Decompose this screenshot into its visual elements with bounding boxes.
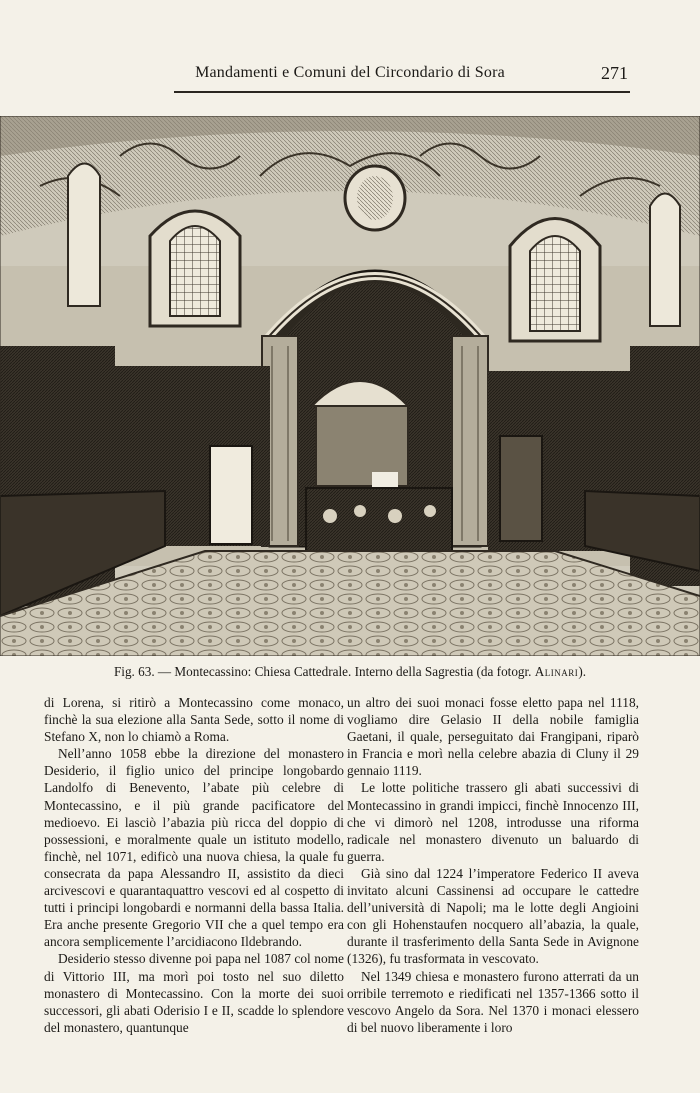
paragraph: di Lorena, si ritirò a Montecassino come monaco, finchè la sua elezione alla Santa Sede, sotto il nome di Stefano X, non lo chiamò a Roma. (44, 695, 344, 745)
figure-caption (0, 664, 700, 680)
caption-text: Fig. 63. — Montecassino: Chiesa Cattedrale. Interno della Sagrestia (da fotogr. (113, 664, 535, 679)
paragraph: un altro dei suoi monaci fosse eletto papa nel 1118, vogliamo dire Gelasio II della nobile famiglia Gaetani, il quale, perseguitato dai Frangipani, riparò in Francia e morì nella celebre abazia di Cluny il 29 gennaio 1119. (347, 695, 639, 779)
running-header (0, 60, 700, 90)
header-rule (174, 91, 630, 93)
caption-end: ). (578, 664, 587, 679)
running-title: Mandamenti e Comuni del Circondario di Sora (195, 64, 505, 81)
page-number: 271 (601, 63, 628, 83)
paragraph: Già sino dal 1224 l’imperatore Federico II aveva invitato alcuni Cassinensi ad occupare le cattedre dell’università di Napoli; ma le lotte degli Angioini con gli Hohenstaufen nocquero all’abazia, la quale, durante il trasferimento della Santa Sede in Avignone (1326), fu trasformata in vescovato. (347, 865, 639, 967)
engraving-sacristy-interior (0, 116, 700, 656)
paragraph: Nell’anno 1058 ebbe la direzione del monastero Desiderio, il figlio unico del principe longobardo Landolfo di Benevento, l’abate più celebre di Montecassino, e il più grande pacificatore del medioevo. Ei lasciò l’abazia più ricca del doppio di possessioni, e moralmente quale un istituto modello, finchè, nel 1071, edificò una nuova chiesa, la quale fu consecrata da papa Alessandro II, assistito da dieci arcivescovi e quarantaquattro vescovi ed al cospetto di tutti i principi longobardi e normanni della bassa Italia. Era anche presente Gregorio VII che a quel tempo era ancora semplicemente l’arcidiacono Ildebrando. (44, 746, 344, 950)
paragraph: Nel 1349 chiesa e monastero furono atterrati da un orribile terremoto e riedificati nel 1357-1366 sotto il vescovo Angelo da Sora. Nel 1370 i monaci elessero di bel nuovo liberamente i loro (347, 968, 639, 1035)
caption-photographer: Alinari (534, 664, 579, 679)
text-column-right (347, 694, 639, 1036)
engraving-illustration (0, 116, 700, 656)
text-column-left (44, 694, 344, 1036)
paragraph: Desiderio stesso divenne poi papa nel 1087 col nome di Vittorio III, ma morì poi tosto nel suo diletto monastero di Montecassino. Con la morte dei suoi successori, gli abati Oderisio I e II, scadde lo splendore del monastero, quantunque (44, 951, 344, 1035)
paragraph: Le lotte politiche trassero gli abati successivi di Montecassino in grandi impicci, finchè Innocenzo III, che vi dimorò nel 1208, introdusse una riforma radicale nel monastero divenuto un baluardo di guerra. (347, 780, 639, 864)
